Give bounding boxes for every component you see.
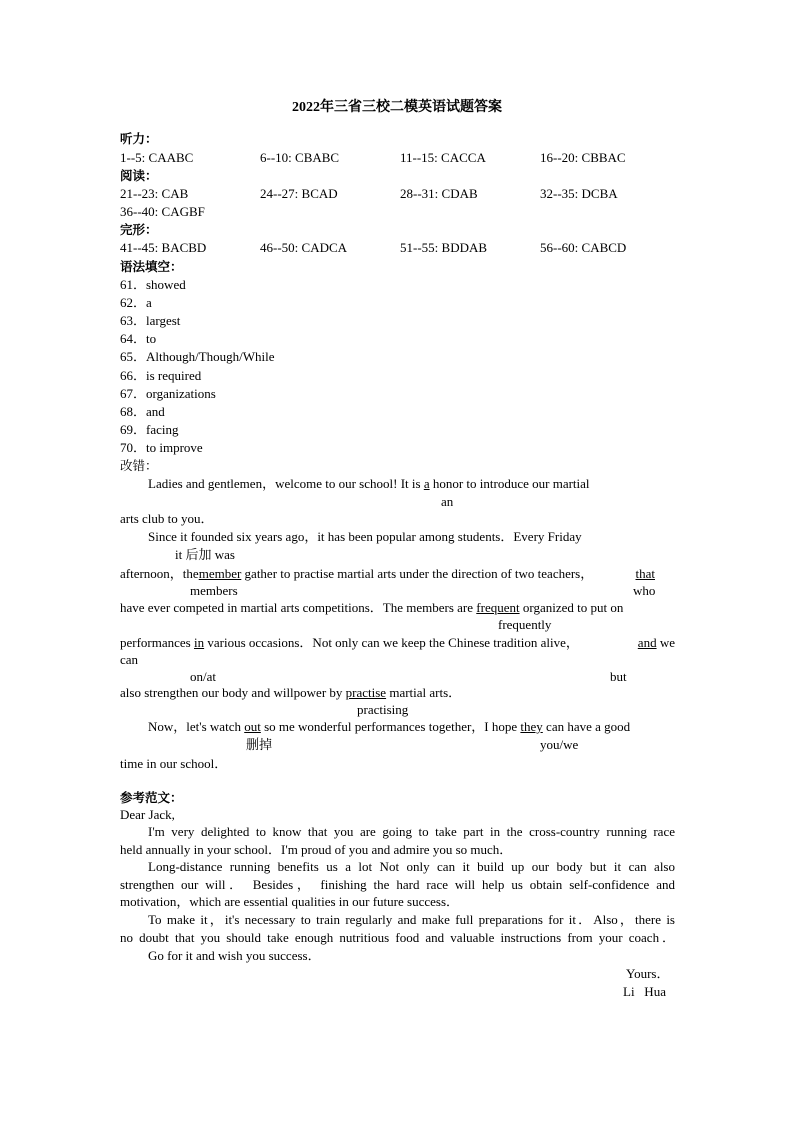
grammar-answer: 67．organizations — [120, 386, 216, 401]
listening-label: 听力： — [120, 131, 158, 146]
error-word: in — [194, 635, 205, 650]
grammar-answer: 68．and — [120, 404, 165, 419]
essay-line: Long-distance running benefits us a lot Not only can it build up our body but it can also — [148, 859, 675, 874]
essay-greeting: Dear Jack, — [120, 807, 175, 822]
reading-label: 阅读： — [120, 168, 158, 183]
correction-fix: who — [633, 583, 656, 598]
correction-line: can — [120, 652, 139, 667]
cloze-answer: 41--45: BACBD — [120, 240, 207, 255]
correction-line: afternoon，themember gather to practise martial arts under the direction of two teachers， that — [120, 566, 655, 581]
cloze-answer: 46--50: CADCA — [260, 240, 348, 255]
cloze-answer: 51--55: BDDAB — [400, 240, 488, 255]
correction-line: time in our school． — [120, 756, 228, 771]
grammar-label: 语法填空： — [120, 259, 183, 274]
correction-line: Ladies and gentlemen，welcome to our school! It is a honor to introduce our martial — [148, 476, 590, 491]
error-word: a — [423, 476, 430, 491]
correction-line: Now，let's watch out so me wonderful performances together，I hope they can have a good — [148, 719, 631, 734]
correction-fix: but — [610, 669, 627, 684]
essay-label: 参考范文： — [120, 790, 183, 805]
grammar-answer: 63．largest — [120, 313, 181, 328]
cloze-answer: 56--60: CABCD — [540, 240, 627, 255]
correction-line: also strengthen our body and willpower by practise martial arts． — [120, 685, 462, 700]
essay-line: no doubt that you should take enough nutritious food and valuable instructions from your coach． — [120, 930, 675, 945]
correction-fix: frequently — [498, 617, 552, 632]
correction-line: Since it founded six years ago，it has been popular among students．Every Friday — [148, 529, 582, 544]
correction-line: performances in various occasions．Not only can we keep the Chinese tradition alive， and we — [120, 635, 675, 650]
grammar-answer: 66．is required — [120, 368, 202, 383]
essay-line: motivation，which are essential qualities in our future success． — [120, 894, 459, 909]
reading-answer: 21--23: CAB — [120, 186, 189, 201]
page-title: 2022年三省三校二模英语试题答案 — [292, 100, 502, 115]
essay-signature: Li Hua — [623, 984, 666, 999]
grammar-answer: 64．to — [120, 331, 157, 346]
essay-closing: Yours． — [626, 966, 670, 981]
listening-answer: 1--5: CAABC — [120, 150, 194, 165]
essay-line: To make it，it's necessary to train regularly and make full preparations for it．Also，there is — [148, 912, 675, 927]
correction-line: arts club to you． — [120, 511, 214, 526]
correction-line: have ever competed in martial arts competitions．The members are frequent organized to put on — [120, 600, 624, 615]
reading-answer: 32--35: DCBA — [540, 186, 618, 201]
error-word: frequent — [476, 600, 520, 615]
cloze-label: 完形： — [120, 222, 158, 237]
correction-fix: on/at — [190, 669, 216, 684]
grammar-answer: 65．Although/Though/While — [120, 349, 275, 364]
listening-answer: 6--10: CBABC — [260, 150, 340, 165]
correction-fix: practising — [357, 702, 409, 717]
grammar-answer: 62．a — [120, 295, 152, 310]
error-word: that — [635, 566, 655, 581]
grammar-answer: 69．facing — [120, 422, 179, 437]
correction-fix: an — [441, 494, 454, 509]
grammar-answer: 61．showed — [120, 277, 186, 292]
error-word: and — [637, 635, 657, 650]
essay-line: strengthen our will． Besides， finishing the hard race will help us obtain self-confidence and — [120, 877, 675, 892]
correction-label: 改错： — [120, 458, 158, 473]
listening-answer: 16--20: CBBAC — [540, 150, 626, 165]
reading-answer: 36--40: CAGBF — [120, 204, 205, 219]
error-word: practise — [345, 685, 387, 700]
correction-fix: 删掉 — [246, 737, 273, 752]
listening-answer: 11--15: CACCA — [400, 150, 486, 165]
essay-line: I'm very delighted to know that you are going to take part in the cross-country running race — [148, 824, 675, 839]
essay-line: Go for it and wish you success． — [148, 948, 321, 963]
error-word: out — [244, 719, 261, 734]
reading-answer: 28--31: CDAB — [400, 186, 478, 201]
essay-line: held annually in your school．I'm proud of you and admire you so much． — [120, 842, 513, 857]
error-word: member — [198, 566, 242, 581]
correction-fix: it 后加 was — [175, 547, 235, 562]
correction-fix: members — [190, 583, 238, 598]
correction-fix: you/we — [540, 737, 579, 752]
grammar-answer: 70．to improve — [120, 440, 203, 455]
error-word: they — [520, 719, 543, 734]
reading-answer: 24--27: BCAD — [260, 186, 338, 201]
